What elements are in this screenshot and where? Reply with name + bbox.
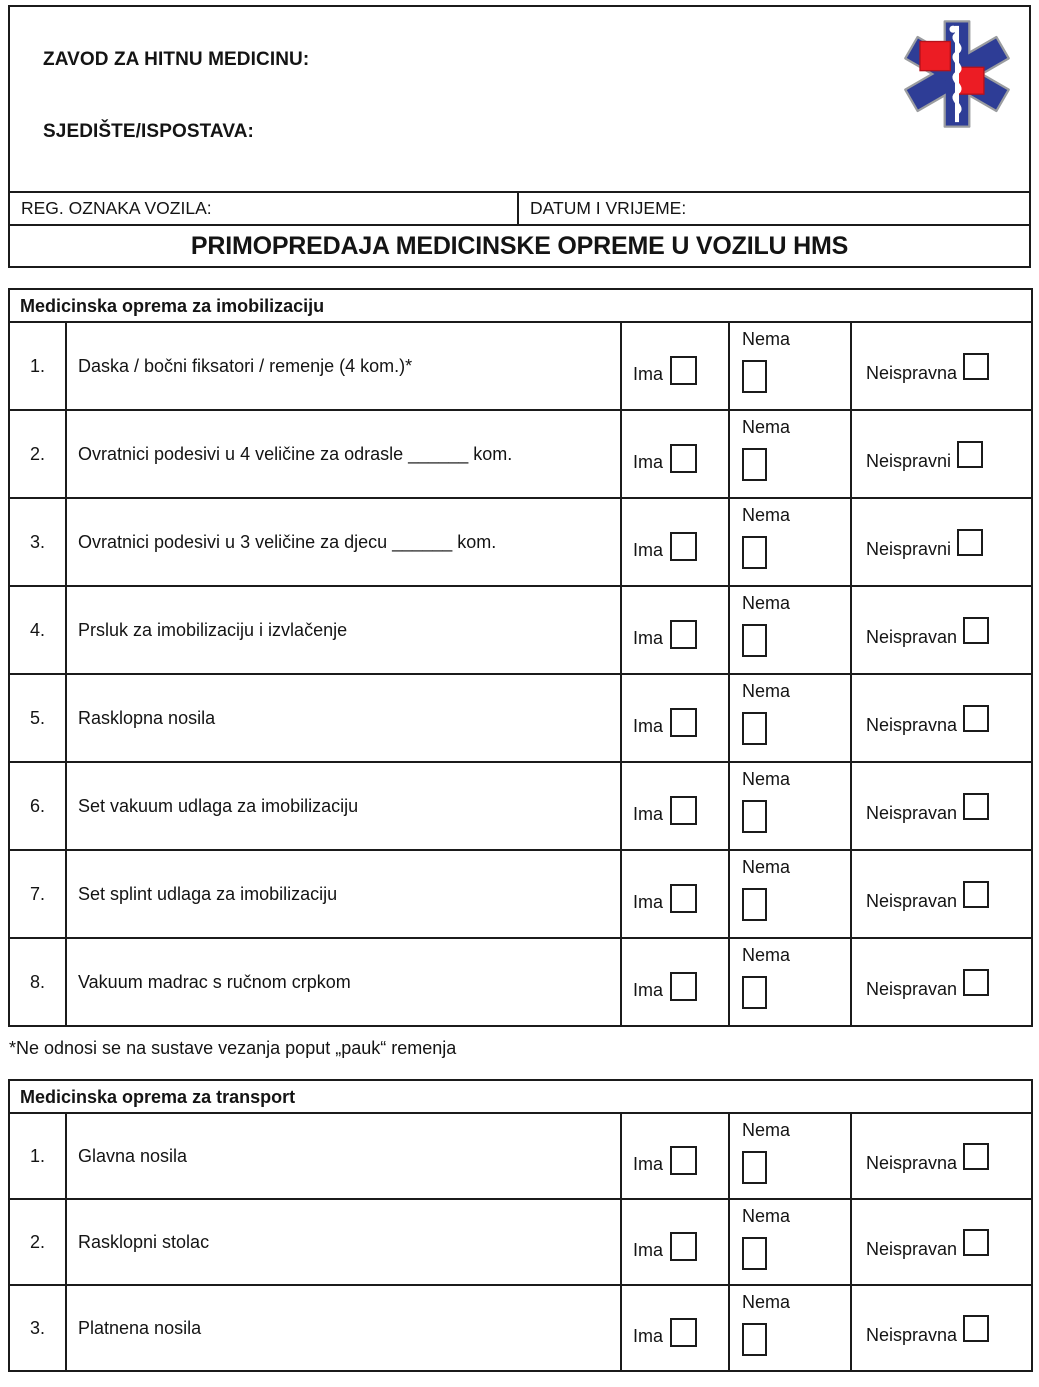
row-number-cell bbox=[9, 850, 66, 938]
row-number: 7. bbox=[29, 883, 45, 904]
table-imobilizacija bbox=[8, 288, 1033, 1027]
defect-cell bbox=[851, 674, 1032, 762]
item-cell bbox=[66, 1113, 621, 1199]
defect-label: Neispravna bbox=[866, 714, 958, 735]
meta-row bbox=[8, 191, 1031, 226]
defect-label: Neispravna bbox=[866, 1324, 958, 1345]
row-number: 6. bbox=[29, 795, 45, 816]
datum-vrijeme-label: DATUM I VRIJEME: bbox=[530, 198, 687, 218]
nema-cell bbox=[729, 1113, 851, 1199]
ima-checkbox[interactable] bbox=[670, 796, 697, 825]
table-row bbox=[9, 586, 1032, 674]
ima-cell bbox=[621, 410, 729, 498]
defect-cell bbox=[851, 762, 1032, 850]
defect-label: Neispravan bbox=[866, 626, 958, 647]
nema-label: Nema bbox=[742, 857, 791, 877]
form-title: PRIMOPREDAJA MEDICINSKE OPREME U VOZILU HMS bbox=[8, 224, 1031, 268]
nema-checkbox[interactable] bbox=[742, 888, 767, 921]
ima-cell bbox=[621, 850, 729, 938]
row-number: 8. bbox=[29, 971, 45, 992]
nema-label: Nema bbox=[742, 945, 791, 965]
ima-checkbox[interactable] bbox=[670, 708, 697, 737]
defect-label: Neispravan bbox=[866, 978, 958, 999]
item-label: Set vakuum udlaga za imobilizaciju bbox=[78, 795, 359, 816]
row-number-cell bbox=[9, 1199, 66, 1285]
nema-label: Nema bbox=[742, 1206, 791, 1226]
item-label: Rasklopna nosila bbox=[78, 707, 216, 728]
defect-checkbox[interactable] bbox=[963, 881, 989, 908]
nema-cell bbox=[729, 938, 851, 1026]
ima-label: Ima bbox=[633, 1325, 664, 1346]
row-number: 4. bbox=[29, 619, 45, 640]
nema-checkbox[interactable] bbox=[742, 448, 767, 481]
table-row bbox=[9, 938, 1032, 1026]
row-number: 3. bbox=[29, 531, 45, 552]
defect-checkbox[interactable] bbox=[957, 441, 983, 468]
row-number: 1. bbox=[29, 355, 45, 376]
item-label: Glavna nosila bbox=[78, 1145, 188, 1166]
datum-vrijeme-field[interactable] bbox=[519, 193, 1029, 224]
item-cell bbox=[66, 322, 621, 410]
nema-label: Nema bbox=[742, 1292, 791, 1312]
table-row bbox=[9, 410, 1032, 498]
nema-checkbox[interactable] bbox=[742, 1151, 767, 1184]
defect-cell bbox=[851, 1199, 1032, 1285]
row-number-cell bbox=[9, 498, 66, 586]
ima-checkbox[interactable] bbox=[670, 620, 697, 649]
ima-label: Ima bbox=[633, 891, 664, 912]
ima-label: Ima bbox=[633, 627, 664, 648]
item-cell bbox=[66, 850, 621, 938]
item-cell bbox=[66, 1285, 621, 1371]
nema-checkbox[interactable] bbox=[742, 1237, 767, 1270]
nema-label: Nema bbox=[742, 1120, 791, 1140]
table-row bbox=[9, 1113, 1032, 1199]
defect-label: Neispravna bbox=[866, 1152, 958, 1173]
nema-label: Nema bbox=[742, 681, 791, 701]
ima-checkbox[interactable] bbox=[670, 444, 697, 473]
item-label: Rasklopni stolac bbox=[78, 1231, 210, 1252]
row-number-cell bbox=[9, 1113, 66, 1199]
table-row bbox=[9, 498, 1032, 586]
defect-label: Neispravni bbox=[866, 538, 952, 559]
ima-cell bbox=[621, 1285, 729, 1371]
item-cell bbox=[66, 1199, 621, 1285]
row-number-cell bbox=[9, 938, 66, 1026]
item-label: Set splint udlaga za imobilizaciju bbox=[78, 883, 338, 904]
table-row bbox=[9, 1199, 1032, 1285]
form-page bbox=[8, 0, 1031, 1372]
table-transport bbox=[8, 1079, 1033, 1372]
item-cell bbox=[66, 938, 621, 1026]
nema-checkbox[interactable] bbox=[742, 536, 767, 569]
reg-oznaka-field[interactable] bbox=[10, 193, 519, 224]
item-cell bbox=[66, 410, 621, 498]
nema-cell bbox=[729, 1199, 851, 1285]
org-label: ZAVOD ZA HITNU MEDICINU: bbox=[43, 49, 310, 70]
defect-cell bbox=[851, 322, 1032, 410]
row-number: 3. bbox=[29, 1317, 45, 1338]
defect-label: Neispravan bbox=[866, 1238, 958, 1259]
table-row bbox=[9, 674, 1032, 762]
item-label: Ovratnici podesivi u 4 veličine za odrasle ______ kom. bbox=[78, 443, 513, 464]
nema-label: Nema bbox=[742, 329, 791, 349]
ima-label: Ima bbox=[633, 715, 664, 736]
nema-label: Nema bbox=[742, 505, 791, 525]
ima-label: Ima bbox=[633, 363, 664, 384]
defect-checkbox[interactable] bbox=[963, 1143, 989, 1170]
defect-label: Neispravna bbox=[866, 362, 958, 383]
ima-cell bbox=[621, 498, 729, 586]
ima-label: Ima bbox=[633, 803, 664, 824]
defect-cell bbox=[851, 410, 1032, 498]
defect-label: Neispravan bbox=[866, 802, 958, 823]
defect-cell bbox=[851, 850, 1032, 938]
ima-label: Ima bbox=[633, 1153, 664, 1174]
ima-label: Ima bbox=[633, 451, 664, 472]
ima-label: Ima bbox=[633, 1239, 664, 1260]
footnote: *Ne odnosi se na sustave vezanja poput „pauk“ remenja bbox=[9, 1038, 457, 1058]
row-number: 5. bbox=[29, 707, 45, 728]
item-label: Prsluk za imobilizaciju i izvlačenje bbox=[78, 619, 348, 640]
item-cell bbox=[66, 762, 621, 850]
item-label: Platnena nosila bbox=[78, 1317, 202, 1338]
ima-checkbox[interactable] bbox=[670, 1232, 697, 1261]
ima-cell bbox=[621, 674, 729, 762]
nema-cell bbox=[729, 674, 851, 762]
section-title-imobilizacija: Medicinska oprema za imobilizaciju bbox=[9, 289, 1032, 322]
nema-checkbox[interactable] bbox=[742, 1323, 767, 1356]
ima-cell bbox=[621, 938, 729, 1026]
ima-cell bbox=[621, 586, 729, 674]
defect-cell bbox=[851, 1285, 1032, 1371]
ima-cell bbox=[621, 322, 729, 410]
nema-cell bbox=[729, 1285, 851, 1371]
defect-cell bbox=[851, 498, 1032, 586]
row-number-cell bbox=[9, 762, 66, 850]
defect-cell bbox=[851, 1113, 1032, 1199]
ima-label: Ima bbox=[633, 979, 664, 1000]
item-label: Vakuum madrac s ručnom crpkom bbox=[78, 971, 351, 992]
nema-checkbox[interactable] bbox=[742, 976, 767, 1009]
ima-checkbox[interactable] bbox=[670, 532, 697, 561]
defect-cell bbox=[851, 586, 1032, 674]
defect-checkbox[interactable] bbox=[963, 705, 989, 732]
row-number-cell bbox=[9, 410, 66, 498]
row-number-cell bbox=[9, 674, 66, 762]
ima-checkbox[interactable] bbox=[670, 1318, 697, 1347]
row-number-cell bbox=[9, 586, 66, 674]
ima-cell bbox=[621, 762, 729, 850]
reg-oznaka-label: REG. OZNAKA VOZILA: bbox=[21, 198, 212, 218]
ima-checkbox[interactable] bbox=[670, 972, 697, 1001]
table-row bbox=[9, 1285, 1032, 1371]
row-number-cell bbox=[9, 322, 66, 410]
nema-checkbox[interactable] bbox=[742, 800, 767, 833]
nema-checkbox[interactable] bbox=[742, 360, 767, 393]
defect-checkbox[interactable] bbox=[963, 1229, 989, 1256]
ima-cell bbox=[621, 1113, 729, 1199]
defect-checkbox[interactable] bbox=[963, 617, 989, 644]
defect-checkbox[interactable] bbox=[963, 969, 989, 996]
ima-checkbox[interactable] bbox=[670, 1146, 697, 1175]
item-cell bbox=[66, 674, 621, 762]
nema-checkbox[interactable] bbox=[742, 624, 767, 657]
nema-cell bbox=[729, 410, 851, 498]
nema-cell bbox=[729, 762, 851, 850]
ima-cell bbox=[621, 1199, 729, 1285]
item-label: Ovratnici podesivi u 3 veličine za djecu ______ kom. bbox=[78, 531, 497, 552]
table-row bbox=[9, 850, 1032, 938]
item-cell bbox=[66, 498, 621, 586]
nema-label: Nema bbox=[742, 417, 791, 437]
table-row bbox=[9, 322, 1032, 410]
defect-checkbox[interactable] bbox=[957, 529, 983, 556]
ima-label: Ima bbox=[633, 539, 664, 560]
table-row bbox=[9, 762, 1032, 850]
defect-checkbox[interactable] bbox=[963, 1315, 989, 1342]
nema-cell bbox=[729, 498, 851, 586]
nema-cell bbox=[729, 586, 851, 674]
row-number: 1. bbox=[29, 1145, 45, 1166]
row-number: 2. bbox=[29, 443, 45, 464]
defect-label: Neispravan bbox=[866, 890, 958, 911]
defect-checkbox[interactable] bbox=[963, 353, 989, 380]
nema-checkbox[interactable] bbox=[742, 712, 767, 745]
nema-cell bbox=[729, 322, 851, 410]
defect-label: Neispravni bbox=[866, 450, 952, 471]
item-cell bbox=[66, 586, 621, 674]
ima-checkbox[interactable] bbox=[670, 356, 697, 385]
star-of-life-icon bbox=[901, 15, 1013, 133]
defect-cell bbox=[851, 938, 1032, 1026]
row-number-cell bbox=[9, 1285, 66, 1371]
header-box bbox=[8, 5, 1031, 193]
nema-label: Nema bbox=[742, 769, 791, 789]
item-label: Daska / bočni fiksatori / remenje (4 kom.)* bbox=[78, 355, 413, 376]
row-number: 2. bbox=[29, 1231, 45, 1252]
section-title-transport: Medicinska oprema za transport bbox=[9, 1080, 1032, 1113]
ima-checkbox[interactable] bbox=[670, 884, 697, 913]
defect-checkbox[interactable] bbox=[963, 793, 989, 820]
nema-label: Nema bbox=[742, 593, 791, 613]
office-label: SJEDIŠTE/ISPOSTAVA: bbox=[43, 121, 254, 142]
nema-cell bbox=[729, 850, 851, 938]
